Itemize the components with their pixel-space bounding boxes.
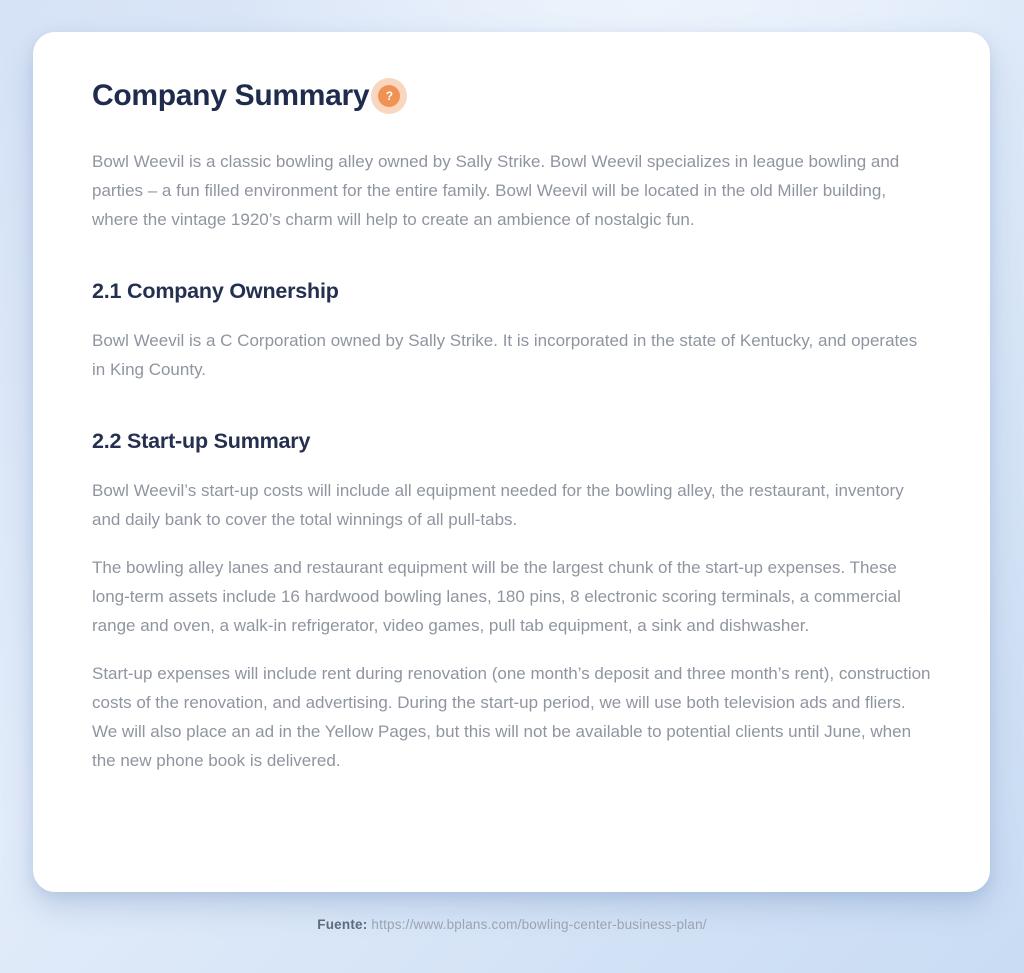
source-url: https://www.bplans.com/bowling-center-business-plan/ — [371, 917, 707, 932]
section-paragraph: The bowling alley lanes and restaurant equipment will be the largest chunk of the start-up expenses. These long-term assets include 16 hardwood bowling lanes, 180 pins, 8 electronic scoring terminals, a commercial range and oven, a walk-in refrigerator, video games, pull tab equipment, a sink and dishwasher. — [92, 558, 901, 635]
document-card — [33, 32, 990, 892]
section-heading-company-ownership: 2.1 Company Ownership — [92, 279, 339, 303]
page-title — [92, 78, 932, 114]
section-paragraph: Bowl Weevil’s start-up costs will include all equipment needed for the bowling alley, the restaurant, inventory and daily bank to cover the total winnings of all pull-tabs. — [92, 481, 904, 529]
section-paragraph: Start-up expenses will include rent during renovation (one month’s deposit and three month’s rent), construction costs of the renovation, and advertising. During the start-up period, we will use both television ads and fliers. We will also place an ad in the Yellow Pages, but this will not be available to potential clients until June, when the new phone book is delivered. — [92, 664, 931, 770]
source-citation — [33, 917, 991, 932]
section-heading-startup-summary: 2.2 Start-up Summary — [92, 429, 311, 453]
help-button[interactable] — [371, 78, 407, 114]
question-mark-icon: ? — [378, 85, 400, 107]
page-title-text: Company Summary — [92, 79, 370, 112]
source-label: Fuente: — [317, 917, 368, 932]
intro-paragraph: Bowl Weevil is a classic bowling alley owned by Sally Strike. Bowl Weevil specializes in league bowling and parties – a fun filled environment for the entire family. Bowl Weevil will be located in the old Miller building, where the vintage 1920’s charm will help to create an ambience of nostalgic fun. — [92, 152, 900, 229]
section-paragraph: Bowl Weevil is a C Corporation owned by Sally Strike. It is incorporated in the state of Kentucky, and operates in King County. — [92, 331, 918, 379]
